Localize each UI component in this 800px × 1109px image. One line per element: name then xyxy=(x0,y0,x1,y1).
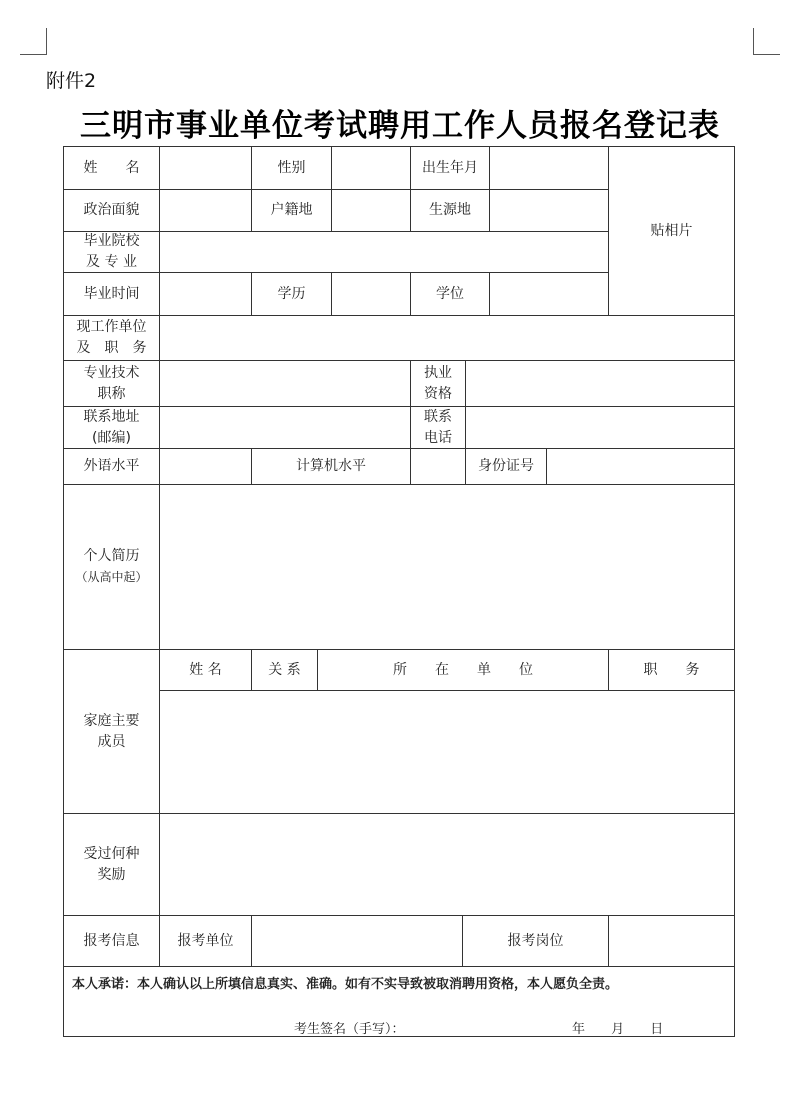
label-current-work: 现工作单位 及 职 务 xyxy=(63,315,160,361)
label-student-origin: 生源地 xyxy=(410,189,490,232)
label-apply-unit: 报考单位 xyxy=(159,915,252,967)
field-hukou[interactable] xyxy=(331,189,411,232)
label-contact-address: 联系地址 (邮编) xyxy=(63,406,160,449)
photo-area[interactable]: 贴相片 xyxy=(608,146,735,316)
field-contact-address[interactable] xyxy=(159,406,411,449)
family-header-unit: 所 在 单 位 xyxy=(317,649,609,691)
field-graduation-time[interactable] xyxy=(159,272,252,316)
family-header-name: 姓 名 xyxy=(159,649,252,691)
field-apply-post[interactable] xyxy=(608,915,735,967)
label-birth-date: 出生年月 xyxy=(410,146,490,190)
field-student-origin[interactable] xyxy=(489,189,609,232)
form-title: 三明市事业单位考试聘用工作人员报名登记表 xyxy=(80,108,720,144)
family-header-relation: 关 系 xyxy=(251,649,318,691)
label-contact-phone: 联系 电话 xyxy=(410,406,466,449)
field-degree[interactable] xyxy=(489,272,609,316)
label-practice-qualification: 执业 资格 xyxy=(410,360,466,407)
field-awards[interactable] xyxy=(159,813,735,916)
label-id-number: 身份证号 xyxy=(465,448,547,485)
label-resume: 个人简历 （从高中起） xyxy=(63,484,160,650)
field-computer-level[interactable] xyxy=(410,448,466,485)
pledge-section xyxy=(63,966,735,1037)
label-awards: 受过何种 奖励 xyxy=(63,813,160,916)
label-graduation-time: 毕业时间 xyxy=(63,272,160,316)
registration-form-table xyxy=(63,146,735,1037)
crop-mark-left-horizontal xyxy=(20,54,47,55)
crop-mark-right-horizontal xyxy=(753,54,780,55)
field-professional-title[interactable] xyxy=(159,360,411,407)
crop-mark-right-vertical xyxy=(753,28,754,54)
family-header-position: 职 务 xyxy=(608,649,735,691)
label-gender: 性别 xyxy=(251,146,332,190)
field-family-members[interactable] xyxy=(159,690,735,814)
pledge-text: 本人承诺：本人确认以上所填信息真实、准确。如有不实导致被取消聘用资格，本人愿负全责。 xyxy=(72,977,619,992)
label-political-status: 政治面貌 xyxy=(63,189,160,232)
field-political-status[interactable] xyxy=(159,189,252,232)
field-name[interactable] xyxy=(159,146,252,190)
label-professional-title: 专业技术 职称 xyxy=(63,360,160,407)
field-birth-date[interactable] xyxy=(489,146,609,190)
field-contact-phone[interactable] xyxy=(465,406,735,449)
label-computer-level: 计算机水平 xyxy=(251,448,411,485)
attachment-label: 附件2 xyxy=(46,70,97,92)
label-degree: 学位 xyxy=(410,272,490,316)
label-application-info: 报考信息 xyxy=(63,915,160,967)
crop-mark-left-vertical xyxy=(46,28,47,54)
field-school-major[interactable] xyxy=(159,231,609,273)
label-apply-post: 报考岗位 xyxy=(462,915,609,967)
signature-field[interactable]: 考生签名（手写）： xyxy=(294,1022,405,1037)
field-apply-unit[interactable] xyxy=(251,915,463,967)
field-foreign-language[interactable] xyxy=(159,448,252,485)
label-school-major: 毕业院校 及 专 业 xyxy=(63,231,160,273)
label-hukou: 户籍地 xyxy=(251,189,332,232)
label-family-members: 家庭主要 成员 xyxy=(63,649,160,814)
field-practice-qualification[interactable] xyxy=(465,360,735,407)
date-field[interactable]: 年 月 日 xyxy=(572,1022,664,1037)
label-education: 学历 xyxy=(251,272,332,316)
label-name: 姓 名 xyxy=(63,146,160,190)
field-gender[interactable] xyxy=(331,146,411,190)
label-foreign-language: 外语水平 xyxy=(63,448,160,485)
field-education[interactable] xyxy=(331,272,411,316)
field-id-number[interactable] xyxy=(546,448,735,485)
field-resume[interactable] xyxy=(159,484,735,650)
field-current-work[interactable] xyxy=(159,315,735,361)
